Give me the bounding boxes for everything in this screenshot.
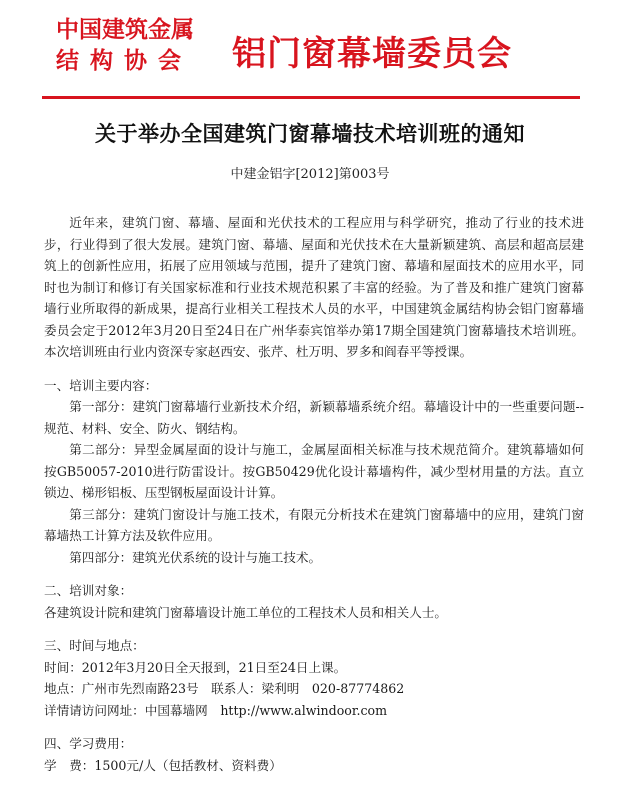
content-part-1: 第一部分：建筑门窗幕墙行业新技术介绍，新颖幕墙系统介绍。幕墙设计中的一些重要问题--规范、材料、安全、防火、钢结构。 (44, 399, 584, 436)
association-name-line2: 结构协会 (56, 47, 192, 74)
association-name-line1: 中国建筑金属 (56, 16, 194, 43)
association-name (56, 14, 194, 76)
document-number: 中建金铝字[2012]第003号 (230, 167, 390, 182)
audience-text: 各建筑设计院和建筑门窗幕墙设计施工单位的工程技术人员和相关人士。 (44, 604, 447, 620)
training-place: 地点：广州市先烈南路23号 联系人：梁利明 020-87774862 (44, 681, 405, 696)
notice-title: 关于举办全国建筑门窗幕墙技术培训班的通知 (95, 122, 525, 146)
training-time: 时间：2012年3月20日全天报到，21日至24日上课。 (44, 659, 347, 675)
content-part-4: 第四部分：建筑光伏系统的设计与施工技术。 (69, 549, 322, 565)
section-heading-fee: 四、学习费用： (44, 736, 133, 751)
notice-body (44, 212, 584, 776)
website-line: 详情请访问网址：中国幕墙网 http://www.alwindoor.com (44, 702, 388, 718)
section-heading-audience: 二、培训对象： (44, 583, 133, 598)
letterhead-divider (42, 96, 580, 99)
fee-text: 学 费：1500元/人（包括教材、资料费） (44, 757, 282, 773)
section-heading-time-place: 三、时间与地点： (44, 638, 145, 653)
section-heading-content: 一、培训主要内容： (44, 377, 158, 393)
content-part-2: 第二部分：异型金属屋面的设计与施工，金属屋面相关标准与技术规范简介。建筑幕墙如何按GB50057-2010进行防雷设计。按GB50429优化设计幕墙构件，减少型材用量的方法。直立锁边、梯形铝板、压型钢板屋面设计计算。 (44, 442, 584, 500)
intro-paragraph: 近年来，建筑门窗、幕墙、屋面和光伏技术的工程应用与科学研究，推动了行业的技术进步，行业得到了很大发展。建筑门窗、幕墙、屋面和光伏技术在大量新颖建筑、高层和超高层建筑上的创新性应用，拓展了应用领域与范围，提升了建筑门窗、幕墙和屋面技术的应用水平，同时也为制订和修订有关国家标准和行业技术规范积累了丰富的经验。为了普及和推广建筑门窗幕墙行业所取得的新成果，提高行业相关工程技术人员的水平，中国建筑金属结构协会铝门窗幕墙委员会定于2012年3月20日至24日在广州华泰宾馆举办第17期全国建筑门窗幕墙技术培训班。本次培训班由行业内资深专家赵西安、张芹、杜万明、罗多和阎春平等授课。 (44, 215, 584, 359)
committee-name: 铝门窗幕墙委员会 (232, 34, 512, 74)
content-part-3: 第三部分：建筑门窗设计与施工技术，有限元分析技术在建筑门窗幕墙中的应用，建筑门窗幕墙热工计算方法及软件应用。 (44, 506, 584, 543)
letterhead (0, 0, 620, 100)
